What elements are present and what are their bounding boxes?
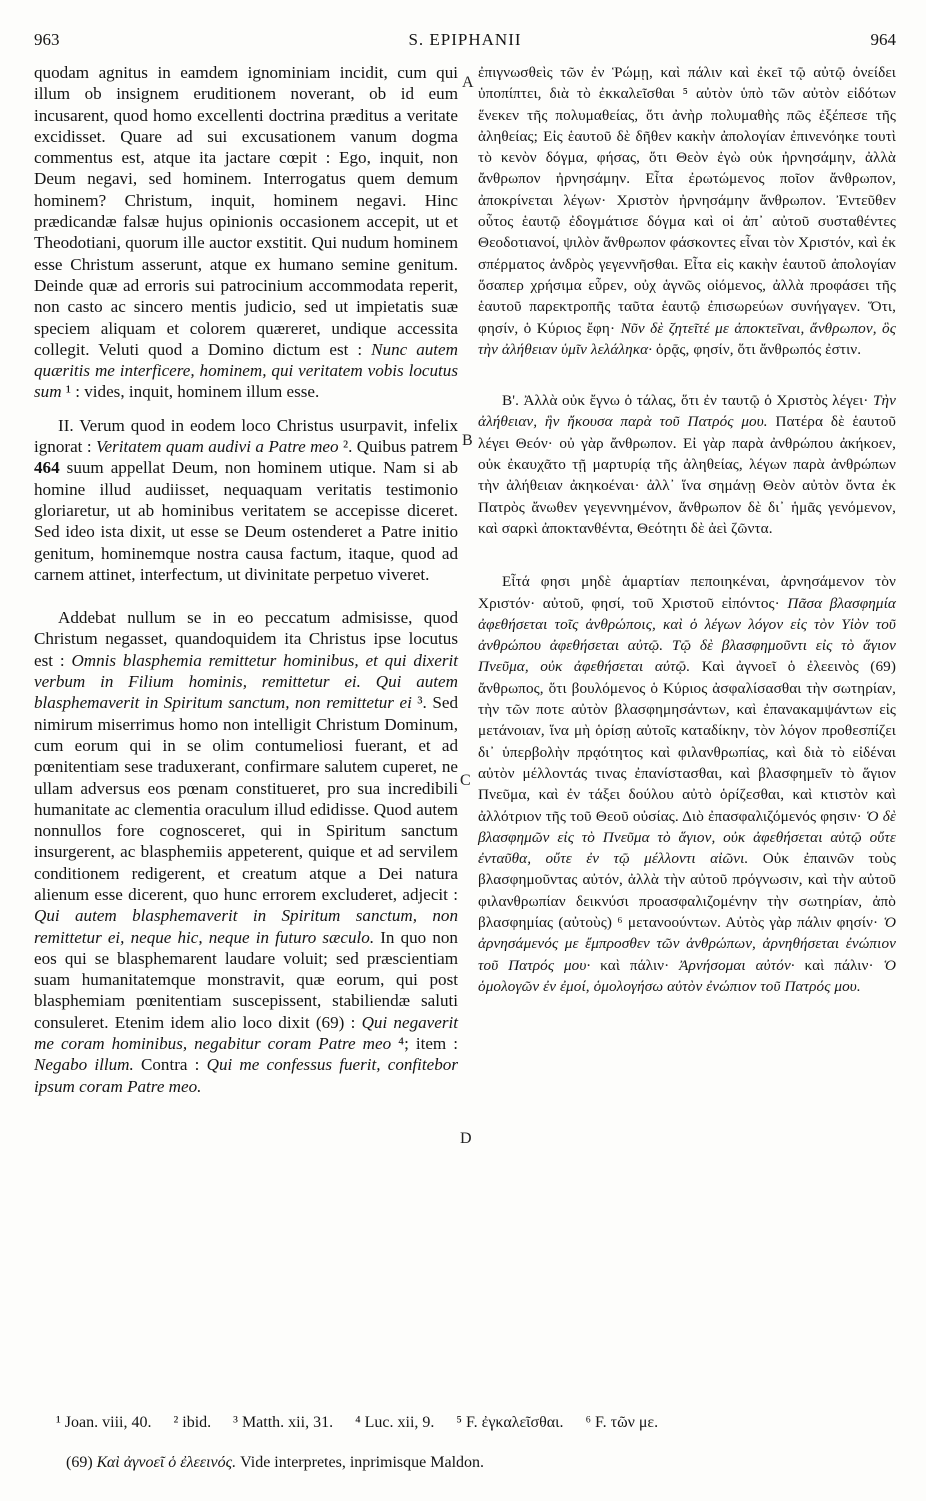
greek-paragraph-1: ἐπιγνωσθεὶς τῶν ἐν Ῥώμῃ, καὶ πάλιν καὶ ἐκεῖ τῷ αὐτῷ ὀνείδει ὑποπίπτει, διὰ τὸ ἐκκαλεῖσθαι ⁵ αὐτὸν ὑπὸ τῶν αὐτὸν εἰδότων ἕνεκεν τῆς πολυμαθείας, ὅτι ἀνὴρ πολυμαθὴς πῶς ἐξέπεσε τῆς ἀληθείας; Εἰς ἑαυτοῦ δὲ δῆθεν κακὴν ἀπολογίαν ἐπινενόηκε τουτὶ τὸ κενὸν δόγμα, φήσας, ὅτι Θεὸν ἐγὼ οὐκ ἠρνησάμην, ἀλλὰ ἄνθρωπον ἠρνησάμην. Εἶτα ἐρωτώμενος ποῖον ἄνθρωπον, ἀποκρίνεται λέγων· Χριστὸν ἠρνησάμην ἄνθρωπον. Ἐντεῦθεν οὗτος ἑαυτῷ ἐδογμάτισε δόγμα καὶ οἱ ἀπ᾽ αὐτοῦ συσταθέντες Θεοδοτιανοί, ψιλὸν ἄνθρωπον φάσκοντες εἶναι τὸν Χριστόν, καὶ ἐκ σπέρματος ἀνδρὸς γεγεννῆσθαι. Εἶτα εἰς κακὴν ἑαυτοῦ ἀπολογίαν ὅσαπερ χρήσιμα εὗρεν, οὐχ ἁγνῶς οἰόμενος, ἀλλὰ προφάσει τῆς ἑαυτοῦ παρεκτροπῆς ταῦτα ἑαυτῷ ἐπισωρεύων συνήγαγεν. Ὅτι, φησίν, ὁ Κύριος ἔφη· Νῦν δὲ ζητεῖτέ με ἀποκτεῖναι, ἄνθρωπον, ὃς τὴν ἀλήθειαν ὑμῖν λελάληκα· ὁρᾷς, φησίν, ὅτι ἄνθρωπός ἐστιν. — [478, 64, 896, 358]
greek-quote: Ὁ ἀρνησάμενός με ἔμπροσθεν τῶν ἀνθρώπων, ἀρνηθήσεται ἐνώπιον τοῦ Πατρός μου· — [478, 913, 896, 974]
page-header — [34, 30, 896, 56]
greek-quote: Νῦν δὲ ζητεῖτέ με ἀποκτεῖναι, ἄνθρωπον, ὃς τὴν ἀλήθειαν ὑμῖν λελάληκα· — [478, 319, 896, 358]
greek-quote: Ἀρνήσομαι αὐτόν· — [679, 956, 795, 974]
margin-letter-a: A — [462, 74, 474, 91]
margin-letter-b: B — [462, 432, 473, 449]
greek-column — [478, 62, 896, 997]
latin-paragraph-1: quodam agnitus in eamdem ignominiam incidit, cum qui illum ob insignem eruditionem noverant, ob id eum incusarent, quod homo excellenti doctrina præditus a veritate excidisset. Quare ad sui excusationem vanum dogma commentus est, atque ita jactare cœpit : Ego, inquit, non Deum negavi, sed hominem. Interrogatus quem demum hominem? Christum, inquit, hominem negavi. Hinc prædicandæ falsæ hujus opinionis occasionem accepit, ut et Theodotiani, quorum ille auctor exstitit. Qui nudum hominem esse Christum asserunt, atque ex humano semine genitum. Deinde quæ ad erroris sui patrocinium accommodata reperit, non casto ac sincero mentis judicio, sed ut impietatis suæ speciem aliquam et colorem quæreret, undique accessita collegit. Veluti quod a Domino dictum est : Nunc autem quæritis me interficere, hominem, qui veritatem vobis locutus sum ¹ : vides, inquit, hominem illum esse. — [34, 63, 458, 402]
footnote-references — [56, 1412, 896, 1434]
greek-paragraph-3: Εἶτά φησι μηδὲ ἁμαρτίαν πεποιηκέναι, ἀρνησάμενον τὸν Χριστόν· αὐτοῦ, φησί, τοῦ Χριστοῦ εἰπόντος· Πᾶσα βλασφημία ἀφεθήσεται τοῖς ἀνθρώποις, καὶ ὁ λέγων λόγον εἰς τὸν Υἱὸν τοῦ ἀνθρώπου ἀφεθήσεται αὐτῷ. Τῷ δὲ βλασφημοῦντι εἰς τὸ ἅγιον Πνεῦμα, οὐκ ἀφεθήσεται αὐτῷ. Καὶ ἀγνοεῖ ὁ ἐλεεινὸς (69) ἄνθρωπος, ὅτι βουλόμενος ὁ Κύριος ἀσφαλίσασθαι τὴν σωτηρίαν, τὴν τῶν ποτε αὐτὸν βλασφημησάντων, καὶ ἐπανακαμψάντων εἰς μετάνοιαν, ἵνα μὴ ὁρίσῃ αὐτοῖς καταδίκην, τὸν λόγον προθεσπίζει δι᾽ ὑπερβολὴν πρᾳότητος καὶ φιλανθρωπίας, καὶ διὰ τὸ εἰδέναι αὐτὸν μέλλοντάς τινας ἐπανίστασθαι, καὶ βλασφημεῖν τὸ ἅγιον Πνεῦμα, καὶ ἐν τάξει δούλου αὐτὸ ὁρίζεσθαι, καὶ κτιστὸν καὶ ἀλλότριον τῆς τοῦ Θεοῦ οὐσίας. Διὸ ἐπασφαλιζόμενός φησιν· Ὁ δὲ βλασφημῶν εἰς τὸ Πνεῦμα τὸ ἅγιον, οὐκ ἀφεθήσεται αὐτῷ οὔτε ἐνταῦθα, οὔτε ἐν τῷ μέλλοντι αἰῶνι. Οὐκ ἐπαινῶν τοὺς βλασφημοῦντας αὐτόν, ἀλλὰ τὴν αὐτοῦ πρόγνωσιν, καὶ τὴν αὐτοῦ φιλανθρωπίαν δεικνύσι προασφαλιζομένην τὴν σωτηρίαν, ἀπὸ βλασφημίας (αὐτοὺς) ⁶ μετανοούντων. Αὐτὸς γὰρ πάλιν φησίν· Ὁ ἀρνησάμενός με ἔμπροσθεν τῶν ἀνθρώπων, ἀρνηθήσεται ἐνώπιον τοῦ Πατρός μου· καὶ πάλιν· Ἀρνήσομαι αὐτόν· καὶ πάλιν· Ὁ ὁμολογῶν ἐν ἐμοί, ὁμολογήσω αὐτὸν ἐνώπιον τοῦ Πατρός μου. — [478, 573, 896, 995]
footnote-5: ⁵ F. ἐγκαλεῖσθαι. — [456, 1414, 564, 1431]
latin-quote: Veritatem quam audivi a Patre meo — [95, 437, 339, 457]
greek-quote: Τὴν ἀλήθειαν, ἣν ἤκουσα παρὰ τοῦ Πατρός μου. — [478, 392, 896, 431]
footnotes — [56, 1412, 896, 1474]
running-title: S. EPIPHANII — [408, 30, 522, 49]
latin-paragraph-2: II. Verum quod in eodem loco Christus usurpavit, infelix ignorat : Veritatem quam audivi a Patre meo ². Quibus patrem 464 suum appellat Deum, non hominem utique. Nam si ab homine illud audiisset, nequaquam veritatis testimonio gloriaretur, ut ab hominibus veritatem se accepisse diceret. Sed ideo ista dixit, ut esse se Deum ostenderet a Patre initio genitum, hominemque nostra causa factum, itaque, quod ad carnem attinet, interfectum, ut divinitate perpetuo viveret. — [34, 415, 458, 584]
latin-quote: Qui me confessus fuerit, confitebor ipsum coram Patre meo. — [34, 1055, 458, 1096]
latin-quote: Negabo illum. — [34, 1055, 134, 1075]
footnote-3: ³ Matth. xii, 31. — [233, 1414, 334, 1431]
column-number: 464 — [34, 458, 60, 478]
note-text: Vide interpretes, inprimisque Maldon. — [236, 1454, 485, 1471]
greek-quote: Ὁ δὲ βλασφημῶν εἰς τὸ Πνεῦμα τὸ ἅγιον, οὐκ ἀφεθήσεται αὐτῷ οὔτε ἐνταῦθα, οὔτε ἐν τῷ μέλλοντι αἰῶνι. — [478, 807, 896, 868]
footnote-6: ⁶ F. τῶν με. — [585, 1414, 659, 1431]
note-number: (69) — [66, 1454, 93, 1471]
latin-paragraph-3: Addebat nullum se in eo peccatum admisisse, quod Christum negasset, quandoquidem ita Christus ipse locutus est : Omnis blasphemia remittetur hominibus, et qui dixerit verbum in Filium hominis, remittetur ei. Qui autem blasphemaverit in Spiritum sanctum, non remittetur ei ³. Sed nimirum miserrimus homo non intelligit Christum Dominum, cum eorum qui in se olim contumeliosi fuerant, et ad pœnitentiam sese traduxerant, confirmare salutem cuperet, ne ullam adversus eos pœnam constitueret, pro sua incredibili humanitate ac clementia oraculum illud edidisse. Quod autem nonnullos fore cognosceret, qui in Spiritum sanctum insurgerent, ac blasphemiis appeterent, quique et ad servilem conditionem redigerent, et creatum atque a Dei natura alienum esse dicerent, quo hunc errorem excluderet, adjecit : Qui autem blasphemaverit in Spiritum sanctum, non remittetur ei, neque hic, neque in futuro sæculo. In quo non eos qui se blasphemarent laudare voluit; sed præscientiam suam humanitatemque monstravit, quæ eorum, qui post blasphemiam pœnitentiam suscepissent, stabiliendæ saluti consuleret. Etenim idem alio loco dixit (69) : Qui negaverit me coram hominibus, negabitur coram Patre meo ⁴; item : Negabo illum. Contra : Qui me confessus fuerit, confitebor ipsum coram Patre meo. — [34, 608, 459, 1096]
margin-letter-d: D — [460, 1130, 472, 1147]
greek-quote: Ὁ ὁμολογῶν ἐν ἐμοί, ὁμολογήσω αὐτὸν ἐνώπιον τοῦ Πατρός μου. — [478, 956, 896, 995]
latin-quote: Qui autem blasphemaverit in Spiritum sanctum, non remittetur ei, neque hic, neque in futuro sæculo. — [34, 906, 458, 947]
note-greek-lemma: Καὶ ἀγνοεῖ ὁ ἐλεεινός. — [96, 1454, 237, 1471]
greek-quote: Πᾶσα βλασφημία ἀφεθήσεται τοῖς ἀνθρώποις, καὶ ὁ λέγων λόγον εἰς τὸν Υἱὸν τοῦ ἀνθρώπου ἀφεθήσεται αὐτῷ. Τῷ δὲ βλασφημοῦντι εἰς τὸ ἅγιον Πνεῦμα, οὐκ ἀφεθήσεται αὐτῷ. — [478, 594, 896, 676]
footnote-2: ² ibid. — [173, 1414, 212, 1431]
page-number-left: 963 — [34, 30, 60, 49]
margin-letter-c: C — [460, 772, 471, 789]
latin-quote: Omnis blasphemia remittetur hominibus, et qui dixerit verbum in Filium hominis, remittetur ei. Qui autem blasphemaverit in Spiritum sanctum, non remittetur ei — [34, 650, 458, 713]
latin-column — [34, 62, 458, 1097]
latin-quote: Qui negaverit me coram hominibus, negabitur coram Patre meo — [34, 1012, 458, 1054]
footnote-4: ⁴ Luc. xii, 9. — [355, 1414, 435, 1431]
page-number-right: 964 — [870, 30, 896, 49]
greek-paragraph-2: Β'. Ἀλλὰ οὐκ ἔγνω ὁ τάλας, ὅτι ἐν ταυτῷ ὁ Χριστὸς λέγει· Τὴν ἀλήθειαν, ἣν ἤκουσα παρὰ τοῦ Πατρός μου. Πατέρα δὲ ἑαυτοῦ λέγει Θεόν· οὐ γὰρ ἄνθρωπον. Εἰ γὰρ παρὰ ἀνθρώπου ἀκήκοεν, οὐκ ἐκαυχᾶτο τῇ μαρτυρίᾳ τῆς ἀληθείας, λέγων παρὰ ἀνθρώπων τὴν ἀλήθειαν ἀκηκοέναι· ἀλλ᾽ ἵνα σημάνῃ Θεὸν αὐτὸν ὄντα ἐκ Πατρὸς ἄνωθεν γεγεννημένον, ἄνθρωπον δὲ δι᾽ ἡμᾶς γενόμενον, καὶ σαρκὶ ἀποκτανθέντα, Θεότητι δὲ ἀεὶ ζῶντα. — [478, 392, 897, 537]
editorial-note — [56, 1452, 896, 1474]
latin-quote: Nunc autem quæritis me interficere, hominem, qui veritatem vobis locutus sum — [34, 339, 458, 402]
footnote-1: ¹ Joan. viii, 40. — [56, 1414, 152, 1431]
